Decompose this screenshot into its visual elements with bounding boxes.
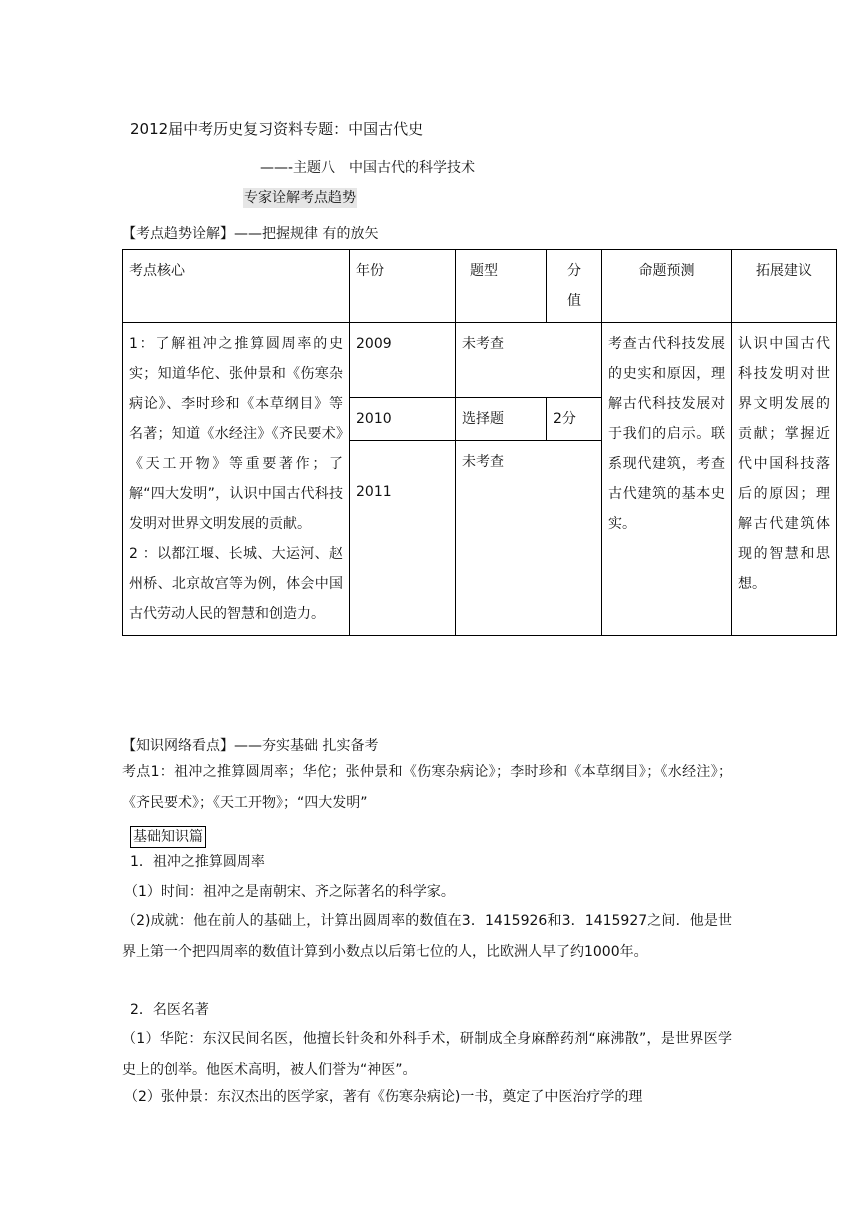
table-row — [123, 323, 837, 398]
type-2011: 未考查 — [456, 441, 602, 636]
header-prediction: 命题预测 — [602, 250, 732, 323]
header-score: 分值 — [547, 250, 602, 323]
year-2009: 2009 — [350, 323, 456, 398]
year-2011: 2011 — [350, 441, 456, 636]
document-title: 2012届中考历史复习资料专题：中国古代史 — [130, 120, 424, 138]
header-core: 考点核心 — [123, 250, 350, 323]
suggestion-cell: 认识中国古代科技发明对世界文明发展的贡献；掌握近代中国科技落后的原因；理解古代建筑体现的智慧和思想。 — [732, 323, 837, 636]
header-type: 题型 — [456, 250, 547, 323]
year-2010: 2010 — [350, 398, 456, 441]
item1-title: 1．祖冲之推算圆周率 — [130, 854, 265, 870]
document-subtitle: ——-主题八 中国古代的科学技术 — [260, 160, 476, 176]
expert-heading: 专家诠解考点趋势 — [244, 190, 356, 206]
basic-knowledge-heading: 基础知识篇 — [130, 826, 206, 848]
type-2010: 选择题 — [456, 398, 547, 441]
item1-time: （1）时间：祖冲之是南朝宋、齐之际著名的科学家。 — [124, 884, 455, 900]
header-year: 年份 — [350, 250, 456, 323]
core-point-2: 2 ：以都江堰、长城、大运河、赵州桥、北京故宫等为例，体会中国古代劳动人民的智慧和创造力。 — [129, 546, 343, 622]
kaodian-list: 考点1：祖冲之推算圆周率；华佗；张仲景和《伤寒杂病论》；李时珍和《本草纲目》；《水经注》；《齐民要术》；《天工开物》；“四大发明” — [122, 764, 732, 811]
header-suggestion: 拓展建议 — [732, 250, 837, 323]
score-2010: 2分 — [547, 398, 602, 441]
item1-achievement: （2)成就：他在前人的基础上，计算出圆周率的数值在3．1415926和3．1415927之间．他是世界上第一个把四周率的数值计算到小数点以后第七位的人，比欧洲人早了约1000年。 — [122, 913, 732, 960]
section-network-heading: 【知识网络看点】——夯实基础 扎实备考 — [122, 738, 379, 754]
core-point-1: 1：了解祖冲之推算圆周率的史实；知道华佗、张仲景和《伤寒杂病论》、李时珍和《本草纲目》等名著；知道《水经注》《齐民要术》《天工开物》等重要著作；了解“四大发明”，认识中国古代科技发明对世界文明发展的贡献。 — [129, 336, 343, 532]
item2-title: 2．名医名著 — [130, 1002, 209, 1018]
item2-huatuo: （1）华陀：东汉民间名医，他擅长针灸和外科手术，研制成全身麻醉药剂“麻沸散”，是世界医学史上的创举。他医术高明，被人们誉为“神医”。 — [122, 1031, 732, 1078]
item2-zhangzhongjing: （2）张仲景：东汉杰出的医学家，著有《伤寒杂病论)一书，奠定了中医治疗学的理 — [124, 1089, 643, 1105]
core-cell — [123, 323, 350, 636]
exam-trend-table — [122, 249, 837, 636]
prediction-cell: 考查古代科技发展的史实和原因，理解古代科技发展对于我们的启示。联系现代建筑，考查古代建筑的基本史实。 — [602, 323, 732, 636]
table-header-row — [123, 250, 837, 323]
type-2009: 未考查 — [456, 323, 602, 398]
section-trend-heading: 【考点趋势诠解】——把握规律 有的放矢 — [122, 226, 379, 242]
